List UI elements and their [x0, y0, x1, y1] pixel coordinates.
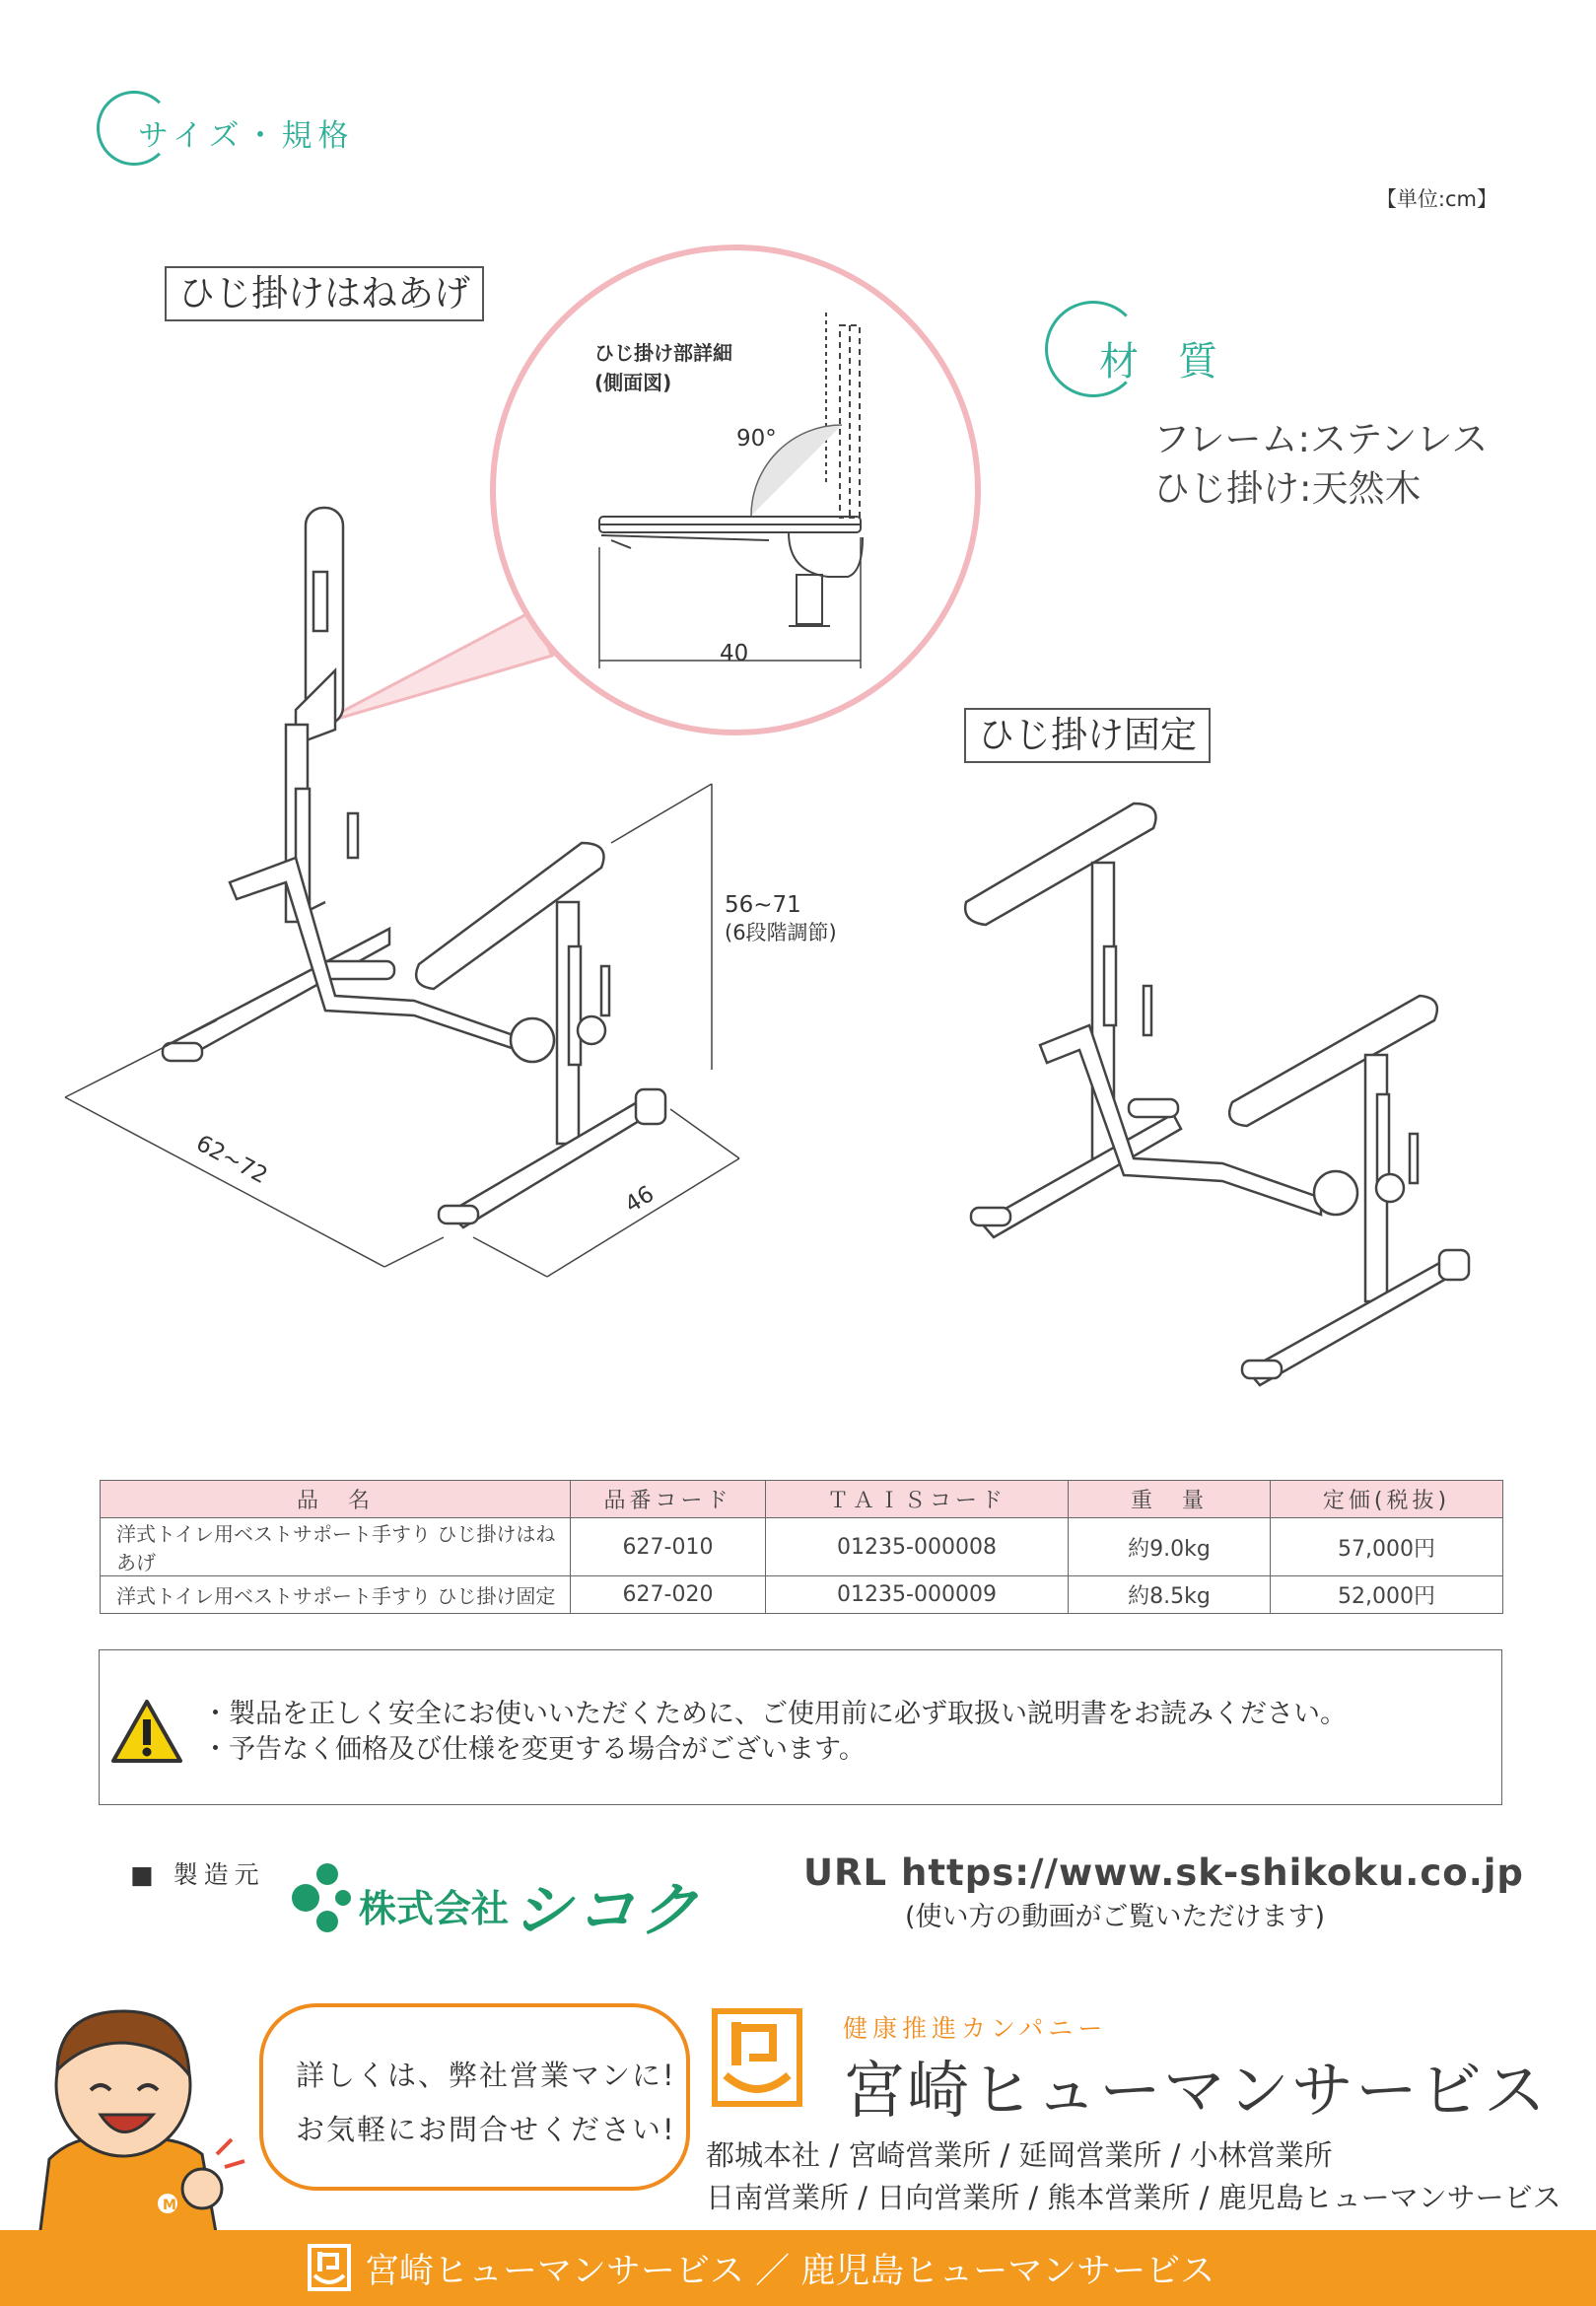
material-armrest: ひじ掛け:天然木	[1153, 467, 1422, 510]
spec-table	[100, 1480, 1503, 1614]
cell-weight: 約8.5kg	[1069, 1576, 1271, 1614]
footer-text: 宮崎ヒューマンサービス ／ 鹿児島ヒューマンサービス	[365, 2252, 1215, 2291]
cell-name: 洋式トイレ用ベストサポート手すり ひじ掛けはねあげ	[101, 1518, 571, 1576]
material-frame: フレーム:ステンレス	[1153, 418, 1489, 460]
col-weight: 重 量	[1069, 1481, 1271, 1518]
speech-bubble	[259, 2003, 690, 2191]
cell-tais: 01235-000009	[766, 1576, 1069, 1614]
cell-code: 627-010	[571, 1518, 766, 1576]
col-price: 定価(税抜)	[1271, 1481, 1503, 1518]
offices-line-1: 都城本社 / 宮崎営業所 / 延岡営業所 / 小林営業所	[706, 2138, 1333, 2172]
detail-connector	[317, 611, 552, 725]
detail-title-1: ひじ掛け部詳細	[594, 341, 732, 365]
svg-text:M: M	[163, 2198, 176, 2213]
table-row	[101, 1518, 1503, 1576]
cell-price: 52,000円	[1271, 1576, 1503, 1614]
company-name: 宮崎ヒューマンサービス	[843, 2055, 1548, 2127]
cell-price: 57,000円	[1271, 1518, 1503, 1576]
cell-code: 627-020	[571, 1576, 766, 1614]
maker-url[interactable]: URL https://www.sk-shikoku.co.jp	[803, 1852, 1524, 1894]
company-tagline: 健康推進カンパニー	[843, 2014, 1108, 2043]
angle-label: 90°	[736, 426, 777, 452]
cell-tais: 01235-000008	[766, 1518, 1069, 1576]
detail-title-2: (側面図)	[594, 371, 672, 394]
footer-logo-icon	[308, 2244, 351, 2291]
maker-label: ■ 製造元	[130, 1860, 265, 1889]
unit-label: 【単位:cm】	[1375, 187, 1497, 211]
width-range-label: 62~72	[191, 1130, 272, 1190]
maker-logo-name: シコク	[513, 1876, 702, 1945]
warning-icon	[109, 1698, 184, 1765]
section-title: サイズ・規格	[138, 118, 355, 154]
label-fixed: ひじ掛け固定	[964, 708, 1211, 763]
company-logo-icon	[712, 2008, 802, 2107]
height-range-label: 56~71	[725, 892, 801, 918]
bubble-line-2: お気軽にお問合せください!	[296, 2113, 676, 2146]
offices-line-2: 日南営業所 / 日向営業所 / 熊本営業所 / 鹿児島ヒューマンサービス	[706, 2181, 1561, 2214]
product-fixed	[965, 804, 1469, 1385]
depth-label: 46	[620, 1181, 659, 1219]
notice-line-1: ・製品を正しく安全にお使いいただくために、ご使用前に必ず取扱い説明書をお読みください。	[202, 1699, 1347, 1729]
materials-title: 材質	[1099, 339, 1257, 384]
height-note-label: (6段階調節)	[725, 921, 837, 944]
shikoku-logo-icon	[288, 1858, 357, 1937]
url-note: (使い方の動画がご覧いただけます)	[905, 1902, 1326, 1932]
bubble-line-1: 詳しくは、弊社営業マンに!	[296, 2059, 676, 2092]
maker-logo-prefix: 株式会社	[359, 1887, 510, 1930]
col-tais: ＴＡＩＳコード	[766, 1481, 1069, 1518]
cell-weight: 約9.0kg	[1069, 1518, 1271, 1576]
col-code: 品番コード	[571, 1481, 766, 1518]
cell-name: 洋式トイレ用ベストサポート手すり ひじ掛け固定	[101, 1576, 571, 1614]
label-hanebridge: ひじ掛けはねあげ	[165, 266, 484, 321]
table-row	[101, 1576, 1503, 1614]
salesman-mascot-icon	[20, 1992, 256, 2238]
detail-width-label: 40	[720, 641, 749, 666]
notice-line-2: ・予告なく価格及び仕様を変更する場合がございます。	[202, 1734, 866, 1765]
table-header-row	[101, 1481, 1503, 1518]
col-name: 品 名	[101, 1481, 571, 1518]
